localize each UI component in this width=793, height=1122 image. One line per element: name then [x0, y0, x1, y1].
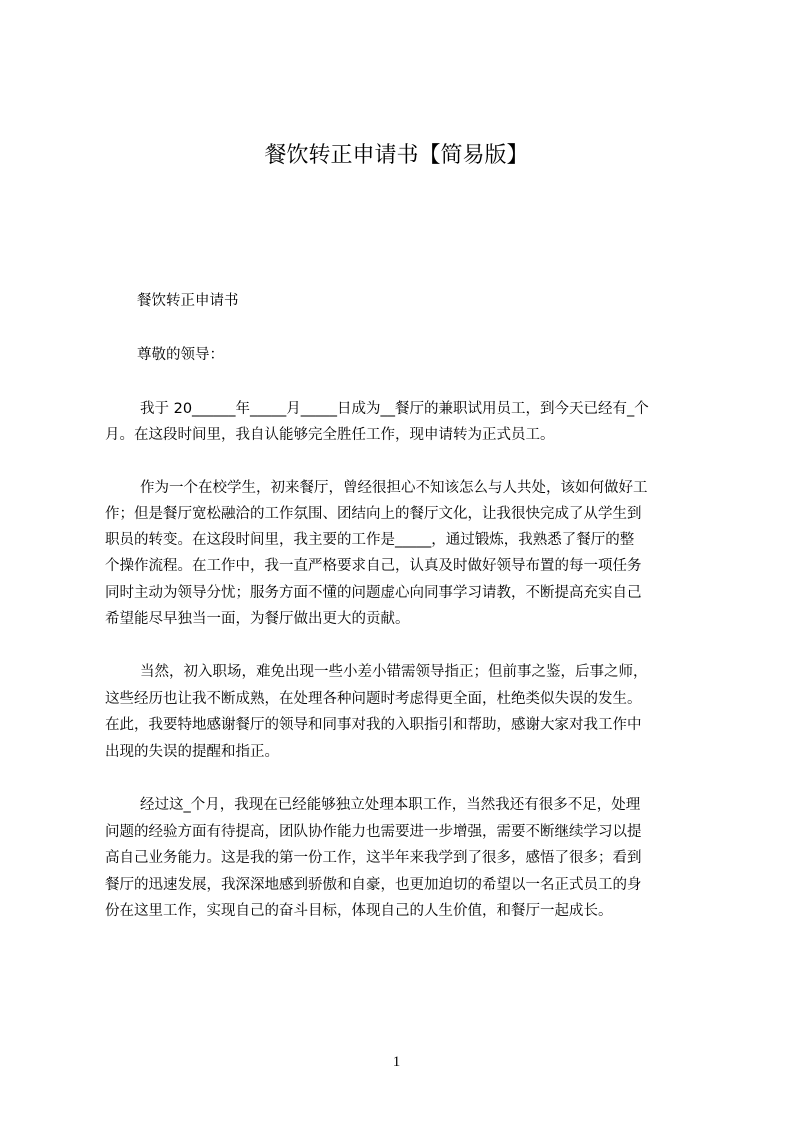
paragraph-2-line-2: 作；但是餐厅宽松融洽的工作氛围、团结向上的餐厅文化，让我很快完成了从学生到: [105, 506, 642, 522]
salutation: 尊敬的领导：: [137, 347, 224, 363]
page-number: 1: [392, 1054, 401, 1070]
paragraph-4-line-3: 高自己业务能力。这是我的第一份工作，这半年来我学到了很多，感悟了很多；看到: [105, 850, 642, 866]
paragraph-2-line-6: 希望能尽早独当一面，为餐厅做出更大的贡献。: [105, 611, 410, 627]
document-title: 餐饮转正申请书【简易版】: [264, 143, 529, 168]
paragraph-2-line-3: 职员的转变。在这段时间里，我主要的工作是_____，通过锻炼，我熟悉了餐厅的整: [105, 532, 635, 548]
document-heading: 餐饮转正申请书: [137, 293, 239, 309]
paragraph-1-line-2: 月。在这段时间里，我自认能够完全胜任工作，现申请转为正式员工。: [105, 427, 555, 443]
paragraph-2-line-1: 作为一个在校学生，初来餐厅，曾经很担心不知该怎么与人共处，该如何做好工: [140, 480, 648, 496]
paragraph-4-line-4: 餐厅的迅速发展，我深深地感到骄傲和自豪，也更加迫切的希望以一名正式员工的身: [105, 877, 642, 893]
paragraph-3-line-2: 这些经历也让我不断成熟，在处理各种问题时考虑得更全面，杜绝类似失误的发生。: [105, 691, 642, 707]
paragraph-3-line-4: 出现的失误的提醒和指正。: [105, 744, 279, 760]
paragraph-2-line-5: 同时主动为领导分忧；服务方面不懂的问题虚心向同事学习请教，不断提高充实自己: [105, 585, 642, 601]
paragraph-1-line-1: 我于 20______年_____月_____日成为__餐厅的兼职试用员工，到今天已经有_个: [140, 401, 649, 417]
paragraph-4-line-1: 经过这_个月，我现在已经能够独立处理本职工作，当然我还有很多不足，处理: [140, 797, 641, 813]
paragraph-3-line-1: 当然，初入职场，难免出现一些小差小错需领导指正；但前事之鉴，后事之师，: [140, 664, 648, 680]
paragraph-2-line-4: 个操作流程。在工作中，我一直严格要求自己，认真及时做好领导布置的每一项任务: [105, 558, 642, 574]
paragraph-3-line-3: 在此，我要特地感谢餐厅的领导和同事对我的入职指引和帮助，感谢大家对我工作中: [105, 717, 642, 733]
paragraph-4-line-2: 问题的经验方面有待提高，团队协作能力也需要进一步增强，需要不断继续学习以提: [105, 824, 642, 840]
paragraph-4-line-5: 份在这里工作，实现自己的奋斗目标，体现自己的人生价值，和餐厅一起成长。: [105, 903, 613, 919]
